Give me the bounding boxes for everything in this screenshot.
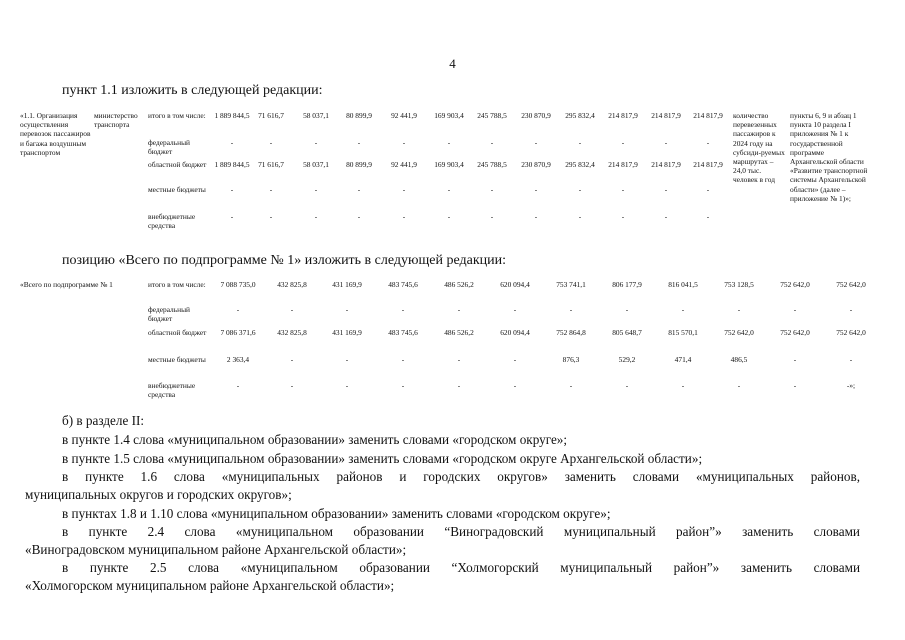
value-cell: 483 745,6 <box>388 280 418 289</box>
paragraph: в пункте 1.5 слова «муниципальном образовании» заменить словами «городском округе Архангельской области»; <box>62 451 703 466</box>
program-name-cell: «Всего по подпрограмме № 1 <box>20 280 113 289</box>
value-cell: - <box>793 381 797 390</box>
value-cell: - <box>578 212 582 221</box>
value-cell: 432 825,8 <box>277 280 307 289</box>
value-cell: 58 037,1 <box>303 111 329 120</box>
value-cell: - <box>230 138 234 147</box>
value-cell: - <box>357 185 361 194</box>
paragraph: в пункте 1.6 слова «муниципальных районов и городских округов» заменить словами «муниципальных районов, <box>62 469 860 484</box>
value-cell: 816 041,5 <box>668 280 698 289</box>
value-cell: 752 642,0 <box>780 328 810 337</box>
value-cell: - <box>236 381 240 390</box>
value-cell: 752 642,0 <box>780 280 810 289</box>
value-cell: - <box>706 212 710 221</box>
value-cell: - <box>290 355 294 364</box>
value-cell: 752 864,8 <box>556 328 586 337</box>
value-cell: - <box>457 305 461 314</box>
value-cell: - <box>357 212 361 221</box>
value-cell: 295 832,4 <box>565 111 595 120</box>
value-cell: - <box>793 305 797 314</box>
value-cell: - <box>314 212 318 221</box>
row-label: областной бюджет <box>148 328 207 337</box>
value-cell: - <box>706 138 710 147</box>
value-cell: - <box>447 185 451 194</box>
row-label: итого в том числе: <box>148 111 206 120</box>
executor-cell: министерство транспорта <box>94 111 138 130</box>
value-cell: 620 094,4 <box>500 328 530 337</box>
value-cell: - <box>230 185 234 194</box>
value-cell: - <box>664 138 668 147</box>
value-cell: 80 899,9 <box>346 111 372 120</box>
value-cell: 71 616,7 <box>258 160 284 169</box>
value-cell: 7 088 735,0 <box>220 280 256 289</box>
row-label: федеральный бюджет <box>148 305 190 324</box>
value-cell: 1 889 844,5 <box>214 111 250 120</box>
row-label: итого в том числе: <box>148 280 206 289</box>
value-cell: - <box>706 185 710 194</box>
value-cell: 471,4 <box>674 355 692 364</box>
value-cell: 483 745,6 <box>388 328 418 337</box>
value-cell: - <box>621 138 625 147</box>
value-cell: - <box>345 305 349 314</box>
value-cell: 876,3 <box>562 355 580 364</box>
page-number: 4 <box>449 56 456 71</box>
value-cell: 214 817,9 <box>693 111 723 120</box>
value-cell: 169 903,4 <box>434 160 464 169</box>
value-cell: - <box>625 305 629 314</box>
value-cell: - <box>401 305 405 314</box>
value-cell: - <box>490 138 494 147</box>
value-cell: 752 642,0 <box>836 328 866 337</box>
value-cell: 486 526,2 <box>444 280 474 289</box>
paragraph: в пункте 2.4 слова «муниципальном образовании “Виноградовский муниципальный район”» заменить словами <box>62 524 860 539</box>
value-cell: 815 570,1 <box>668 328 698 337</box>
value-cell: 529,2 <box>618 355 636 364</box>
value-cell: 214 817,9 <box>651 160 681 169</box>
value-cell: 214 817,9 <box>608 160 638 169</box>
value-cell: - <box>625 381 629 390</box>
value-cell: 7 086 371,6 <box>220 328 256 337</box>
value-cell: - <box>569 305 573 314</box>
paragraph-continuation: «Холмогорском муниципальном районе Архангельской области»; <box>25 578 395 593</box>
row-label: внебюджетные средства <box>148 212 196 231</box>
value-cell: - <box>534 138 538 147</box>
value-cell: 806 177,9 <box>612 280 642 289</box>
value-cell: - <box>269 212 273 221</box>
value-cell: - <box>290 305 294 314</box>
value-cell: - <box>345 381 349 390</box>
value-cell: - <box>401 355 405 364</box>
value-cell: - <box>490 185 494 194</box>
value-cell: 805 648,7 <box>612 328 642 337</box>
paragraph: в пункте 2.5 слова «муниципальном образовании “Холмогорский муниципальный район”» заменить словами <box>62 560 860 575</box>
value-cell: - <box>569 381 573 390</box>
value-cell: 92 441,9 <box>391 111 417 120</box>
value-cell: - <box>402 138 406 147</box>
value-cell: 245 788,5 <box>477 160 507 169</box>
value-cell: - <box>402 185 406 194</box>
row-label: местные бюджеты <box>148 185 206 194</box>
value-cell: 295 832,4 <box>565 160 595 169</box>
value-cell: - <box>664 185 668 194</box>
paragraph-continuation: муниципальных округов и городских округов»; <box>25 487 292 502</box>
value-cell: 431 169,9 <box>332 280 362 289</box>
value-cell: - <box>314 138 318 147</box>
value-cell: - <box>681 305 685 314</box>
row-label: местные бюджеты <box>148 355 206 364</box>
value-cell: - <box>236 305 240 314</box>
value-cell: - <box>345 355 349 364</box>
heading-vsego-podprogramma: позицию «Всего по подпрограмме № 1» изложить в следующей редакции: <box>62 253 507 268</box>
value-cell: - <box>664 212 668 221</box>
value-cell: - <box>401 381 405 390</box>
value-cell: 230 870,9 <box>521 111 551 120</box>
value-cell: - <box>269 138 273 147</box>
value-cell: 432 825,8 <box>277 328 307 337</box>
value-cell: - <box>534 212 538 221</box>
value-cell: - <box>578 138 582 147</box>
value-cell: - <box>793 355 797 364</box>
value-cell: 486 526,2 <box>444 328 474 337</box>
value-cell: 753 128,5 <box>724 280 754 289</box>
value-cell: 80 899,9 <box>346 160 372 169</box>
value-cell: - <box>849 305 853 314</box>
row-label: областной бюджет <box>148 160 207 169</box>
value-cell: - <box>490 212 494 221</box>
value-cell: - <box>681 381 685 390</box>
paragraph: в пункте 1.4 слова «муниципальном образовании» заменить словами «городском округе»; <box>62 432 568 447</box>
value-cell: 245 788,5 <box>477 111 507 120</box>
value-cell: 214 817,9 <box>693 160 723 169</box>
value-cell: 753 741,1 <box>556 280 586 289</box>
row-label: федеральный бюджет <box>148 138 190 157</box>
value-cell: - <box>230 212 234 221</box>
row-label: внебюджетные средства <box>148 381 196 400</box>
value-cell: 752 642,0 <box>724 328 754 337</box>
value-cell: 486,5 <box>730 355 748 364</box>
value-cell: - <box>457 355 461 364</box>
indicator-cell: количество перевезенных пассажиров к 2024 году на субсиди-руемых маршрутах – 24,0 тыс. человек в год <box>733 111 785 185</box>
value-cell: 169 903,4 <box>434 111 464 120</box>
value-cell: - <box>849 355 853 364</box>
paragraph-continuation: «Виноградовском муниципальном районе Архангельской области»; <box>25 542 407 557</box>
value-cell: - <box>513 355 517 364</box>
value-cell: - <box>621 185 625 194</box>
program-name-cell: «1.1. Организация осуществления перевозок пассажиров и багажа воздушным транспортом <box>20 111 91 157</box>
value-cell: 58 037,1 <box>303 160 329 169</box>
value-cell: - <box>357 138 361 147</box>
value-cell: - <box>578 185 582 194</box>
reference-cell: пункты 6, 9 и абзац 1 пункта 10 раздела I приложения № 1 к государственной программе Архангельской области «Развитие транспортной системы Архангельской области» (далее – приложение № 1)»; <box>790 111 868 203</box>
value-cell: - <box>737 305 741 314</box>
paragraph: в пунктах 1.8 и 1.10 слова «муниципальном образовании» заменить словами «городском округе»; <box>62 506 611 521</box>
value-cell: 2 363,4 <box>226 355 250 364</box>
value-cell: 92 441,9 <box>391 160 417 169</box>
value-cell: 214 817,9 <box>608 111 638 120</box>
value-cell: - <box>447 138 451 147</box>
value-cell: 71 616,7 <box>258 111 284 120</box>
value-cell: - <box>402 212 406 221</box>
value-cell: - <box>534 185 538 194</box>
value-cell: - <box>290 381 294 390</box>
heading-punkt-1-1: пункт 1.1 изложить в следующей редакции: <box>62 83 323 98</box>
value-cell: 431 169,9 <box>332 328 362 337</box>
paragraph: б) в разделе II: <box>62 413 145 428</box>
value-cell: - <box>269 185 273 194</box>
value-cell: 1 889 844,5 <box>214 160 250 169</box>
value-cell: - <box>737 381 741 390</box>
value-cell: 752 642,0 <box>836 280 866 289</box>
value-cell: -»; <box>846 381 856 390</box>
value-cell: - <box>457 381 461 390</box>
value-cell: - <box>513 305 517 314</box>
value-cell: - <box>513 381 517 390</box>
value-cell: - <box>314 185 318 194</box>
value-cell: - <box>621 212 625 221</box>
value-cell: 230 870,9 <box>521 160 551 169</box>
value-cell: 214 817,9 <box>651 111 681 120</box>
value-cell: 620 094,4 <box>500 280 530 289</box>
value-cell: - <box>447 212 451 221</box>
